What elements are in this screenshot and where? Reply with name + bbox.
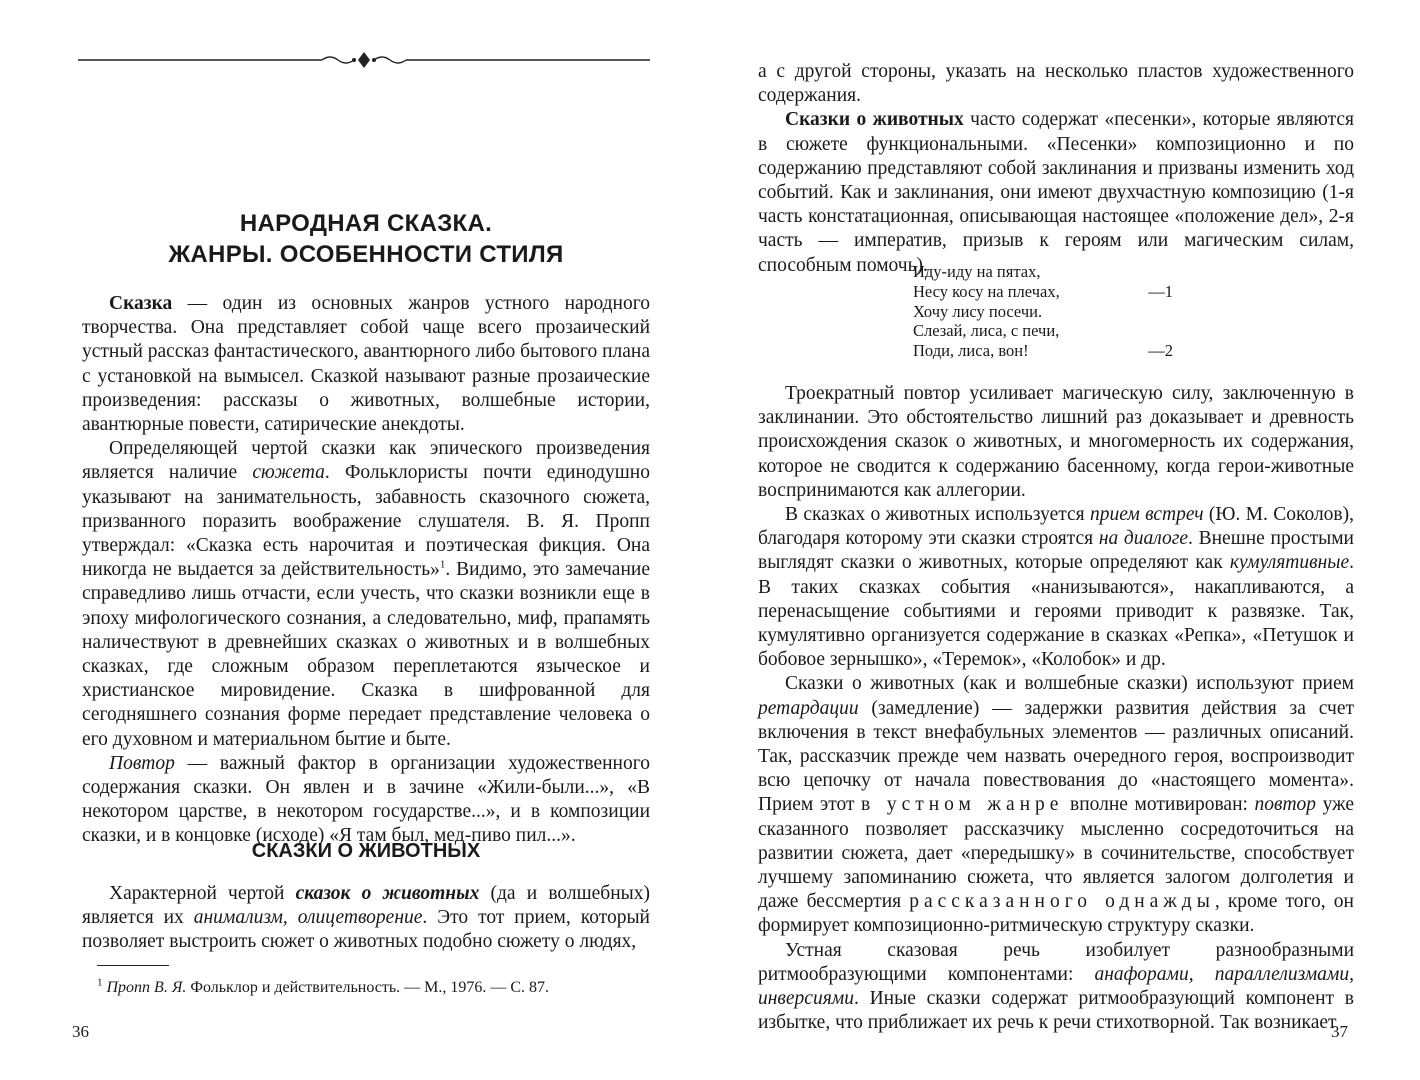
verse-line xyxy=(913,341,1173,361)
footnote xyxy=(97,978,657,998)
right-body-text-2 xyxy=(758,382,1354,1035)
term-italic: анимализм, олицетворение xyxy=(193,907,423,929)
text-run: Устная сказовая речь изобилует разнообразными ритмообразующими компонентами: xyxy=(758,939,1354,985)
footnote-ref: 1 xyxy=(439,558,446,571)
verse-marker xyxy=(1143,302,1173,322)
paragraph: а с другой стороны, указать на несколько пластов художественного содержания. xyxy=(758,61,1354,107)
verse-text: Хочу лису посечи. xyxy=(913,301,1043,321)
text-run: — один из основных жанров устного народного творчества. Она представляет собой чаще всего прозаический устный рассказ фантастического, авантюрного либо бытового плана с установкой на вымысел. Сказкой называют разные прозаические произведения: рассказы о животных, волшебные истории, авантюрные повести, сатирические анекдоты. xyxy=(82,293,650,436)
text-run: . В таких сказках события «нанизываются», накапливаются, а перенасыщение событиями и героями приводит к развязке. Так, кумулятивно организуется содержание в сказках «Репка», «Петушок и бобовое зернышко», «Теремок», «Колобок» и др. xyxy=(758,552,1354,671)
term-italic: кумулятивные xyxy=(1229,552,1350,574)
footnote-author: Пропп В. Я. xyxy=(106,979,187,996)
text-run: . Внешне простыми выглядят сказки о животных, которые определяют как xyxy=(758,528,1354,574)
term-italic: анафорами, параллелизмами, инверсиями xyxy=(758,963,1354,1010)
term-bold-italic: сказок о животных xyxy=(295,883,480,904)
verse-line xyxy=(913,302,1173,322)
page-number: 36 xyxy=(72,1022,89,1041)
page-number: 37 xyxy=(1331,1022,1348,1041)
right-page xyxy=(710,0,1420,1080)
footnote-mark: 1 xyxy=(97,976,103,989)
text-run: (да и волшебных) является их xyxy=(82,883,650,929)
term-italic: Повтор xyxy=(109,752,175,774)
verse-text: Иду-иду на пятах, xyxy=(913,262,1041,281)
verse-marker: —2 xyxy=(1148,341,1173,361)
paragraph xyxy=(758,503,1354,672)
paragraph xyxy=(82,882,650,955)
text-run: , кроме того, он формирует композиционно-ритмическую структуру сказки. xyxy=(758,891,1354,937)
verse-text: Поди, лиса, вон! xyxy=(913,341,1029,361)
term-italic: повтор xyxy=(1254,794,1317,816)
paragraph xyxy=(758,108,1354,277)
term-bold: Сказки о животных xyxy=(785,109,964,131)
chapter-title xyxy=(82,208,650,270)
paragraph xyxy=(82,752,650,849)
ornament-divider xyxy=(78,48,650,72)
text-run: часто содержат «песенки», которые являются в сюжете функциональными. «Песенки» композиционно и по содержанию представляют собой заклинания и призваны изменить ход событий. Как и заклинания, они имеют двухчастную композицию (1-я часть констатационная, описывающая настоящее «положение дел», 2-я часть — императив, призыв к героям или магическим силам, способным помочь). xyxy=(758,109,1354,276)
verse-line xyxy=(913,282,1173,302)
text-run: уже сказанного позволяет рассказчику мысленно сосредоточиться на развитии сюжета, дает «передышку» в сочинительстве, способствует лучшему запоминанию сюжета, что является залогом долголетия и даже бессмертия xyxy=(758,794,1354,913)
verse-text: Несу косу на плечах, xyxy=(913,281,1060,301)
verse-text: Слезай, лиса, с печи, xyxy=(913,321,1060,341)
chapter-title-line2: ЖАНРЫ. ОСОБЕННОСТИ СТИЛЯ xyxy=(168,241,564,268)
text-run: . Фольклористы почти единодушно указывают на занимательность, забавность сказочного сюжета, призванного поразить воображение слушателя. В. Я. Пропп утверждал: «Сказка есть нарочитая и поэтическая фикция. Она никогда не выдается за действительность» xyxy=(82,462,650,581)
right-body-text-1 xyxy=(758,60,1354,278)
text-run: Сказки о животных (как и волшебные сказки) используют прием xyxy=(785,673,1354,695)
text-run: (замедление) — задержки развития действия за счет включения в текст внефабульных элементов — различных описаний. Так, рассказчик прежде чем назвать очередного героя, воспроизводит всю цепочку от начала повествования до «настоящего момента». Прием этот xyxy=(758,697,1354,816)
verse-marker xyxy=(1143,262,1173,282)
chapter-title-line1: НАРОДНАЯ СКАЗКА. xyxy=(239,210,493,237)
text-run: В сказках о животных используется xyxy=(785,504,1090,526)
left-body-text xyxy=(82,292,650,849)
paragraph xyxy=(758,939,1354,1036)
text-run: вполне мотивирован: xyxy=(1063,794,1255,816)
term-italic: сюжета xyxy=(252,462,325,484)
term-italic: ретардации xyxy=(758,697,859,719)
verse-line xyxy=(913,321,1173,341)
footnote-text: Фольклор и действительность. — М., 1976. — С. 87. xyxy=(186,979,550,996)
text-run: (Ю. М. Соколов), благодаря которому эти сказки строятся xyxy=(758,504,1354,550)
text-run: Характерной чертой xyxy=(109,883,296,904)
paragraph xyxy=(758,672,1354,938)
text-run: Определяющей чертой сказки как эпического произведения является наличие xyxy=(82,438,650,484)
term-italic: на диалоге xyxy=(1098,528,1189,550)
verse-marker xyxy=(1143,321,1173,341)
text-run: . Это тот прием, который позволяет выстроить сюжет о животных подобно сюжету о людях, xyxy=(82,907,650,953)
section-title: СКАЗКИ О ЖИВОТНЫХ xyxy=(251,840,481,862)
text-run: . Видимо, это замечание справедливо лишь отчасти, если учесть, что сказки возникли еще в эпоху мифологического сознания, а следовательно, миф, прапамять наличествуют в древнейших сказках о животных и в волшебных сказках, где сложным образом переплетаются языческое и христианское мировидение. Сказка в шифрованной для сегодняшнего сознания форме передает представление человека о его духовном и материальном бытие и быте. xyxy=(82,559,650,750)
spaced-text: в устном жанре xyxy=(861,794,1064,816)
text-run: . Иные сказки содержат ритмообразующий компонент в избытке, что приближает их речь к речи стихотворной. Так возникает xyxy=(758,988,1354,1034)
term-bold: Сказка xyxy=(109,293,173,314)
verse-block xyxy=(913,262,1173,361)
term-italic: прием встреч xyxy=(1089,504,1204,526)
text-run: — важный фактор в организации художественного содержания сказки. Он явлен и в зачине «Жили-были...», «В некотором царстве, в некотором государстве...», и в композиции сказки, и в концовке (исходе) «Я там был, мед-пиво пил...». xyxy=(82,752,650,847)
paragraph xyxy=(82,437,650,752)
paragraph: Троекратный повтор усиливает магическую силу, заключенную в заклинании. Это обстоятельство лишний раз доказывает и древность происхождения сказок о животных, и многомерность их содержания, которое не сводится к содержанию басенному, когда герои-животные воспринимаются как аллегории. xyxy=(758,383,1354,501)
footnote-rule xyxy=(97,965,169,966)
paragraph xyxy=(82,292,650,437)
left-body-text-2 xyxy=(82,882,650,955)
verse-line xyxy=(913,262,1173,282)
spaced-text: рассказанного однажды xyxy=(909,891,1215,913)
verse-marker: —1 xyxy=(1148,281,1173,301)
